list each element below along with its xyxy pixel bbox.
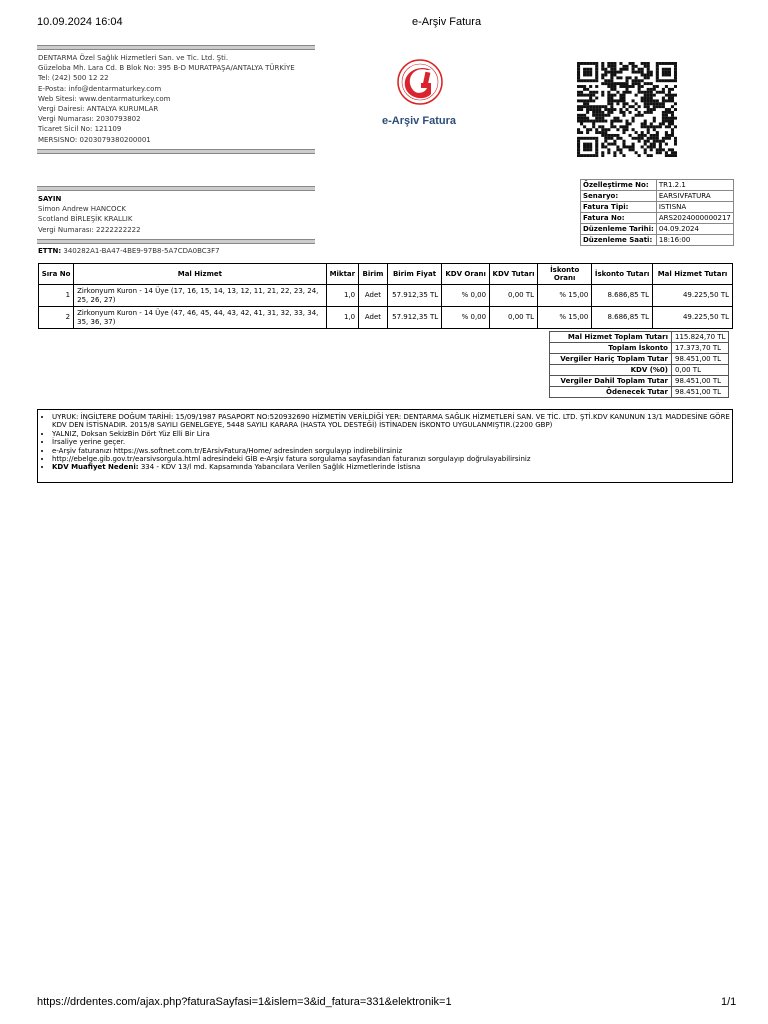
info-key: Fatura Tipi: (581, 202, 657, 213)
gib-logo-icon (391, 58, 449, 106)
cell: 8.686,85 TL (592, 307, 653, 329)
qr-code-icon (577, 62, 677, 157)
ettn-value: 340282A1-BA47-4BE9-97B8-5A7CDA0BC3F7 (63, 247, 220, 255)
col-header: KDV Tutarı (490, 264, 538, 285)
total-value: 115.824,70 TL (672, 332, 729, 343)
buyer-bottom-rule (37, 239, 315, 244)
total-key: Ödenecek Tutar (550, 387, 672, 398)
info-value: ISTISNA (656, 202, 733, 213)
info-row (581, 224, 734, 235)
total-row (550, 354, 729, 365)
info-value: 18:16:00 (656, 235, 733, 246)
total-key: Mal Hizmet Toplam Tutarı (550, 332, 672, 343)
cell: Adet (359, 307, 388, 329)
info-key: Özelleştirme No: (581, 180, 657, 191)
cell: 49.225,50 TL (653, 307, 733, 329)
cell: 1,0 (326, 285, 359, 307)
col-header: Birim Fiyat (387, 264, 441, 285)
exemption-label: KDV Muafiyet Nedeni: (52, 463, 139, 472)
buyer-heading: SAYIN (38, 195, 62, 203)
col-header: Miktar (326, 264, 359, 285)
info-key: Fatura No: (581, 213, 657, 224)
seller-line: Web Sitesi: www.dentarmaturkey.com (38, 94, 171, 103)
seller-line: DENTARMA Özel Sağlık Hizmetleri San. ve Tic. Ltd. Şti. (38, 54, 229, 62)
col-header: Mal Hizmet Tutarı (653, 264, 733, 285)
info-row (581, 180, 734, 191)
cell: Adet (359, 285, 388, 307)
note-item-exemption (52, 463, 732, 471)
ettn-label: ETTN: (38, 247, 62, 255)
cell: % 0,00 (442, 307, 490, 329)
info-value: ARS2024000000217 (656, 213, 733, 224)
cell: % 15,00 (538, 307, 592, 329)
seller-line: Vergi Numarası: 2030793802 (38, 115, 141, 124)
print-datetime: 10.09.2024 16:04 (37, 16, 123, 28)
seller-info (38, 53, 295, 145)
cell: Zirkonyum Kuron - 14 Üye (17, 16, 15, 14, 13, 12, 11, 21, 22, 23, 24, 25, 26, 27) (74, 285, 326, 307)
total-row (550, 343, 729, 354)
seller-line: Güzeloba Mh. Lara Cd. B Blok No: 395 B-D MURATPAŞA/ANTALYA TÜRKİYE (38, 64, 295, 73)
col-header: Sıra No (39, 264, 74, 285)
cell: 0,00 TL (490, 285, 538, 307)
note-item: • http://ebelge.gib.gov.tr/earsivsorgula.html adresindeki GİB e-Arşiv fatura sorgulama sayfasından faturanızı sorgulayıp doğrulayabilirsiniz (52, 455, 732, 463)
col-header: KDV Oranı (442, 264, 490, 285)
info-row (581, 235, 734, 246)
cell: % 15,00 (538, 285, 592, 307)
cell: % 0,00 (442, 285, 490, 307)
ettn (38, 246, 220, 256)
table-row (39, 285, 733, 307)
total-row (550, 332, 729, 343)
info-key: Düzenleme Tarihi: (581, 224, 657, 235)
info-key: Düzenleme Saati: (581, 235, 657, 246)
table-row (39, 307, 733, 329)
cell: 8.686,85 TL (592, 285, 653, 307)
print-url: https://drdentes.com/ajax.php?faturaSayfasi=1&islem=3&id_fatura=331&elektronik=1 (37, 996, 452, 1008)
seller-line: Vergi Dairesi: ANTALYA KURUMLAR (38, 105, 159, 114)
seller-bottom-rule (37, 149, 315, 154)
cell: Zirkonyum Kuron - 14 Üye (47, 46, 45, 44, 43, 42, 41, 31, 32, 33, 34, 35, 36, 37) (74, 307, 326, 329)
col-header: Mal Hizmet (74, 264, 326, 285)
total-value: 0,00 TL (672, 365, 729, 376)
total-value: 17.373,70 TL (672, 343, 729, 354)
total-value: 98.451,00 TL (672, 376, 729, 387)
totals-table (549, 331, 729, 398)
invoice-info-table (580, 179, 734, 246)
cell: 0,00 TL (490, 307, 538, 329)
info-value: 04.09.2024 (656, 224, 733, 235)
logo-title: e-Arşiv Fatura (382, 115, 456, 127)
total-key: Vergiler Hariç Toplam Tutar (550, 354, 672, 365)
items-header-row (39, 264, 733, 285)
seller-line: Ticaret Sicil No: 121109 (38, 125, 122, 134)
cell: 1 (39, 285, 74, 307)
seller-top-rule (37, 45, 315, 50)
col-header: Birim (359, 264, 388, 285)
items-table (38, 263, 733, 329)
buyer-info (38, 194, 141, 235)
seller-line: MERSISNO: 0203079380200001 (38, 135, 151, 144)
total-value: 98.451,00 TL (672, 354, 729, 365)
total-key: Vergiler Dahil Toplam Tutar (550, 376, 672, 387)
total-value: 98.451,00 TL (672, 387, 729, 398)
seller-line: Tel: (242) 500 12 22 (38, 74, 109, 83)
total-row (550, 376, 729, 387)
note-item: • e-Arşiv faturanızı https://ws.softnet.com.tr/EArsivFatura/Home/ adresinden sorgulayıp indirebilirsiniz (52, 447, 732, 455)
seller-line: E-Posta: info@dentarmaturkey.com (38, 84, 162, 93)
cell: 2 (39, 307, 74, 329)
info-row (581, 202, 734, 213)
col-header: İskonto Tutarı (592, 264, 653, 285)
cell: 57.912,35 TL (387, 285, 441, 307)
info-value: EARSIVFATURA (656, 191, 733, 202)
exemption-value: 334 - KDV 13/l md. Kapsamında Yabancılara Verilen Sağlık Hizmetlerinde İstisna (140, 463, 421, 472)
cell: 49.225,50 TL (653, 285, 733, 307)
print-title: e-Arşiv Fatura (412, 16, 482, 28)
print-page-number: 1/1 (721, 996, 737, 1008)
info-row (581, 191, 734, 202)
buyer-line: Vergi Numarası: 2222222222 (38, 225, 141, 234)
info-value: TR1.2.1 (656, 180, 733, 191)
note-item: • İrsaliye yerine geçer. (52, 438, 732, 446)
note-item: • YALNIZ, Doksan SekizBin Dört Yüz Elli Bir Lira (52, 430, 732, 438)
col-header: İskonto Oranı (538, 264, 592, 285)
buyer-line: Scotland BİRLEŞİK KRALLIK (38, 215, 133, 224)
cell: 1,0 (326, 307, 359, 329)
info-row (581, 213, 734, 224)
buyer-top-rule (37, 186, 315, 191)
notes-box (37, 409, 733, 483)
total-row (550, 387, 729, 398)
note-item: • UYRUK: İNGİLTERE DOĞUM TARİHİ: 15/09/1987 PASAPORT NO:520932690 HİZMETİN VERİLDİĞİ YER: DENTARMA SAĞLIK HİZMETLERİ SAN. VE TİC. LTD. ŞTİ.KDV KANUNUN 13/1 MADDESİNE GÖRE KDV DEN İSTİSNADIR. 2015/8 SAYILI GENELGEYE, 5448 SAYILI KARARA (HASTA YOL DESTEĞİ) İSTİNADEN İSKONTO UYGULANMIŞTIR.(2200 GBP) (52, 413, 732, 430)
info-key: Senaryo: (581, 191, 657, 202)
total-row (550, 365, 729, 376)
cell: 57.912,35 TL (387, 307, 441, 329)
total-key: KDV (%0) (550, 365, 672, 376)
buyer-line: Simon Andrew HANCOCK (38, 205, 126, 214)
total-key: Toplam İskonto (550, 343, 672, 354)
